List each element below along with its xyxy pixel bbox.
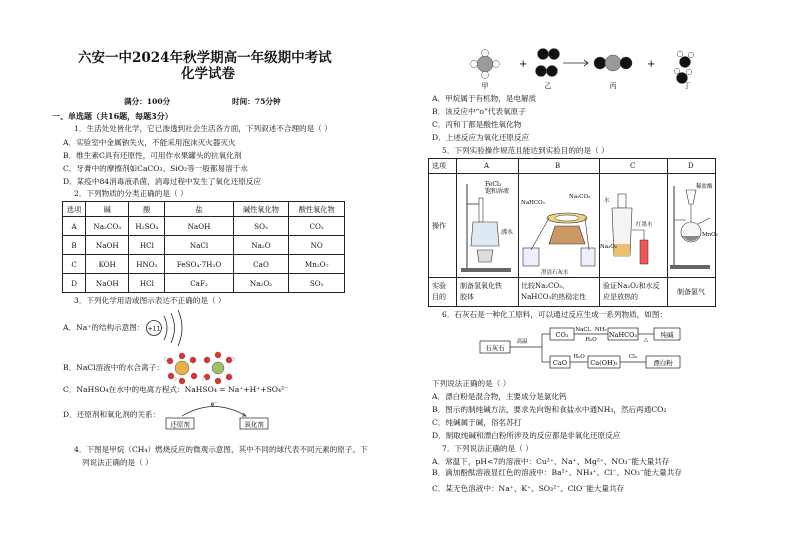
hydrated-ions-diagram (160, 351, 240, 385)
full-score: 满分：100分 (124, 97, 171, 106)
molecule-label: 甲 (481, 82, 489, 90)
svg-text:+: + (519, 59, 528, 70)
reductant-label: 还原剂 (170, 420, 190, 429)
q4-option-d: D．上述反应为氧化还原反应 (432, 133, 530, 142)
limestone-flow-diagram (478, 324, 712, 374)
q2-header: 碱 (86, 202, 129, 217)
q4-stem-line1: 4．下图是甲烷（CH₄）燃烧反应的微观示意图，其中不同的球代表不同元素的原子。下 (74, 445, 368, 454)
q3-option-c: C．NaHSO₄在水中的电离方程式：NaHSO₄ = Na⁺+H⁺+SO₄²⁻ (63, 385, 289, 394)
table-row: B NaOH HCl NaCl Na₂O NO (63, 236, 345, 255)
q5-header: C (630, 162, 636, 170)
q1-stem: 1．生活处处皆化学，它已渗透到社会生活各方面，下列叙述不合理的是（ ） (74, 124, 332, 133)
q5-op-label: 操作 (432, 222, 446, 230)
q2-stem: 2．下列物质的分类正确的是（ ） (74, 189, 188, 198)
q4-option-b: B．该反应中“o”代表氧原子 (432, 107, 526, 116)
boiling-water-label: 沸水 (501, 229, 514, 236)
exam-time: 时间：75分钟 (232, 97, 281, 106)
svg-text:Cl₂: Cl₂ (628, 354, 638, 360)
q4-option-a: A．甲烷属于有机物，是电解质 (432, 94, 537, 103)
q5-header: B (555, 162, 561, 170)
limewater-label: 澄清石灰水 (541, 270, 569, 276)
q1-option-d: D．某疫中84消毒液杀菌，消毒过程中发生了氧化还原反应 (63, 177, 261, 186)
na-ion-structure-diagram (140, 308, 188, 348)
q3-option-b: B．NaCl溶液中的水合离子： (63, 363, 164, 372)
nahco3-label: NaHCO₃ (521, 200, 545, 206)
q3-stem: 3．下列化学用语或图示表达不正确的是（ ） (74, 296, 226, 305)
hcl-label: 稀盐酸 (696, 184, 713, 190)
apparatus-c-diagram (600, 174, 667, 277)
svg-text:漂白粉: 漂白粉 (653, 359, 673, 367)
q5-purpose-c: 验证Na₂O₂和水反 (603, 282, 660, 290)
q5-purpose-a: 制备氢氧化铁 (460, 282, 502, 290)
q2-header: 盐 (165, 202, 233, 217)
electron-label: e⁻ (210, 401, 218, 408)
water-label: 水 (604, 198, 610, 204)
svg-text:NaHCO₃: NaHCO₃ (608, 331, 638, 339)
q5-purpose-b: 比较Na₂CO₃、 (521, 282, 570, 290)
apparatus-a-diagram (457, 174, 518, 277)
q5-purpose-c: 应是放热的 (603, 293, 638, 301)
svg-text:纯碱: 纯碱 (660, 331, 674, 339)
q1-option-a: A．实验室中金属钠失火，不能采用泡沫灭火器灭火 (63, 138, 236, 147)
q5-purpose-label: 目的 (432, 293, 446, 301)
q3-option-d: D．还原剂和氧化剂的关系： (63, 410, 161, 419)
redox-relation-diagram (158, 399, 268, 431)
q6-lead: 下列说法正确的是（ ） (432, 379, 511, 388)
svg-text:石灰石: 石灰石 (485, 344, 505, 352)
q6-option-b: B．图示的制纯碱方法，要求先向饱和食盐水中通NH₃，然后再通CO₂ (432, 405, 667, 414)
q2-header: 碱性氧化物 (233, 202, 289, 217)
svg-text:CO₂: CO₂ (555, 331, 569, 339)
svg-text:H₂O: H₂O (585, 337, 597, 343)
q7-option-c: C．某无色溶液中：Na⁺、K⁺、SO₃²⁻、ClO⁻能大量共存 (432, 484, 625, 493)
q5-purpose-b: NaHCO₃的热稳定性 (521, 293, 587, 301)
exam-title: 六安一中2024年秋学期高一年级期中考试 (78, 50, 332, 66)
svg-text:CaO: CaO (552, 359, 568, 367)
q5-header: 选项 (432, 162, 446, 170)
q2-table (62, 201, 345, 293)
svg-text:+: + (647, 59, 656, 70)
q7-option-a: A．常温下，pH<7的溶液中：Cu²⁺、Na⁺、Mg²⁺、NO₃⁻能大量共存 (432, 457, 670, 466)
q1-option-b: B．维生素C具有还原性，可用作水果罐头的抗氧化剂 (63, 151, 242, 160)
table-row: C KOH HNO₃ FeSO₄·7H₂O CaO Mn₂O₇ (63, 255, 345, 274)
q5-header: D (688, 162, 694, 170)
methane-reaction-diagram (465, 44, 735, 90)
q5-table (428, 158, 716, 307)
fecl3-label: FeCl₃ (485, 181, 502, 188)
q6-stem: 6．石灰石是一种化工原料，可以通过反应生成一系列物质，如图： (442, 310, 668, 319)
table-row: D NaOH HCl CaF₂ Na₂O₂ SO₂ (63, 274, 345, 293)
q2-header: 酸 (129, 202, 165, 217)
molecule-label: 丙 (609, 82, 617, 90)
svg-text:Ca(OH)₂: Ca(OH)₂ (590, 359, 618, 367)
apparatus-b-diagram (519, 174, 599, 277)
q5-stem: 5．下列实验操作规范且能达到实验目的的是（ ） (442, 146, 609, 155)
q3-option-a: A．Na⁺的结构示意图： (63, 323, 145, 332)
q4-stem-line2: 列说法正确的是（ ） (82, 458, 153, 467)
oxidant-label: 氧化剂 (244, 420, 264, 429)
svg-text:高温: 高温 (516, 339, 528, 345)
svg-text:H₂O: H₂O (573, 354, 585, 360)
q2-header: 酸性氧化物 (289, 202, 345, 217)
svg-text:△: △ (643, 337, 649, 343)
na2o2-label: Na₂O₂ (600, 244, 618, 250)
q4-option-c: C．丙和丁都是酸性氧化物 (432, 120, 522, 129)
table-row: A Na₂CO₃ H₂SO₄ NaOH SO₃ CO₂ (63, 217, 345, 236)
apparatus-d-diagram (668, 174, 718, 277)
q5-header: A (484, 162, 490, 170)
svg-text:NaCl、NH₃: NaCl、NH₃ (575, 327, 607, 333)
q7-option-b: B．滴加酚酞溶液显红色的溶液中：Ba²⁺、NH₄⁺、Cl⁻、NO₃⁻能大量共存 (432, 468, 682, 477)
molecule-label: 乙 (544, 82, 552, 90)
q6-option-c: C．纯碱属于碱，俗名苏打 (432, 418, 522, 427)
q5-purpose-d: 制备氯气 (677, 288, 705, 296)
q1-option-c: C．牙膏中的摩擦剂如CaCO₃、SiO₂等一般都易溶于水 (63, 164, 248, 173)
q6-option-d: D．制取纯碱和漂白粉所涉及的反应都是非氧化还原反应 (432, 431, 621, 440)
mno2-label: MnO₂ (702, 232, 718, 238)
saturated-solution-label: 饱和溶液 (485, 188, 510, 195)
red-ink-label: 红墨水 (636, 222, 653, 228)
q7-stem: 7．下列说法正确的是（ ） (442, 444, 533, 453)
q2-header: 选项 (63, 202, 86, 217)
exam-subtitle: 化学试卷 (181, 66, 235, 82)
q5-purpose-label: 实验 (432, 282, 446, 290)
section-heading: 一、单选题（共16题，每题3分） (52, 111, 173, 121)
q5-purpose-a: 胶体 (460, 293, 474, 301)
molecule-label: 丁 (683, 82, 691, 90)
nucleus-charge: +11 (147, 325, 161, 333)
na2co3-label: Na₂CO₃ (569, 194, 591, 200)
q6-option-a: A．漂白粉是混合物，主要成分是氯化钙 (432, 392, 567, 401)
